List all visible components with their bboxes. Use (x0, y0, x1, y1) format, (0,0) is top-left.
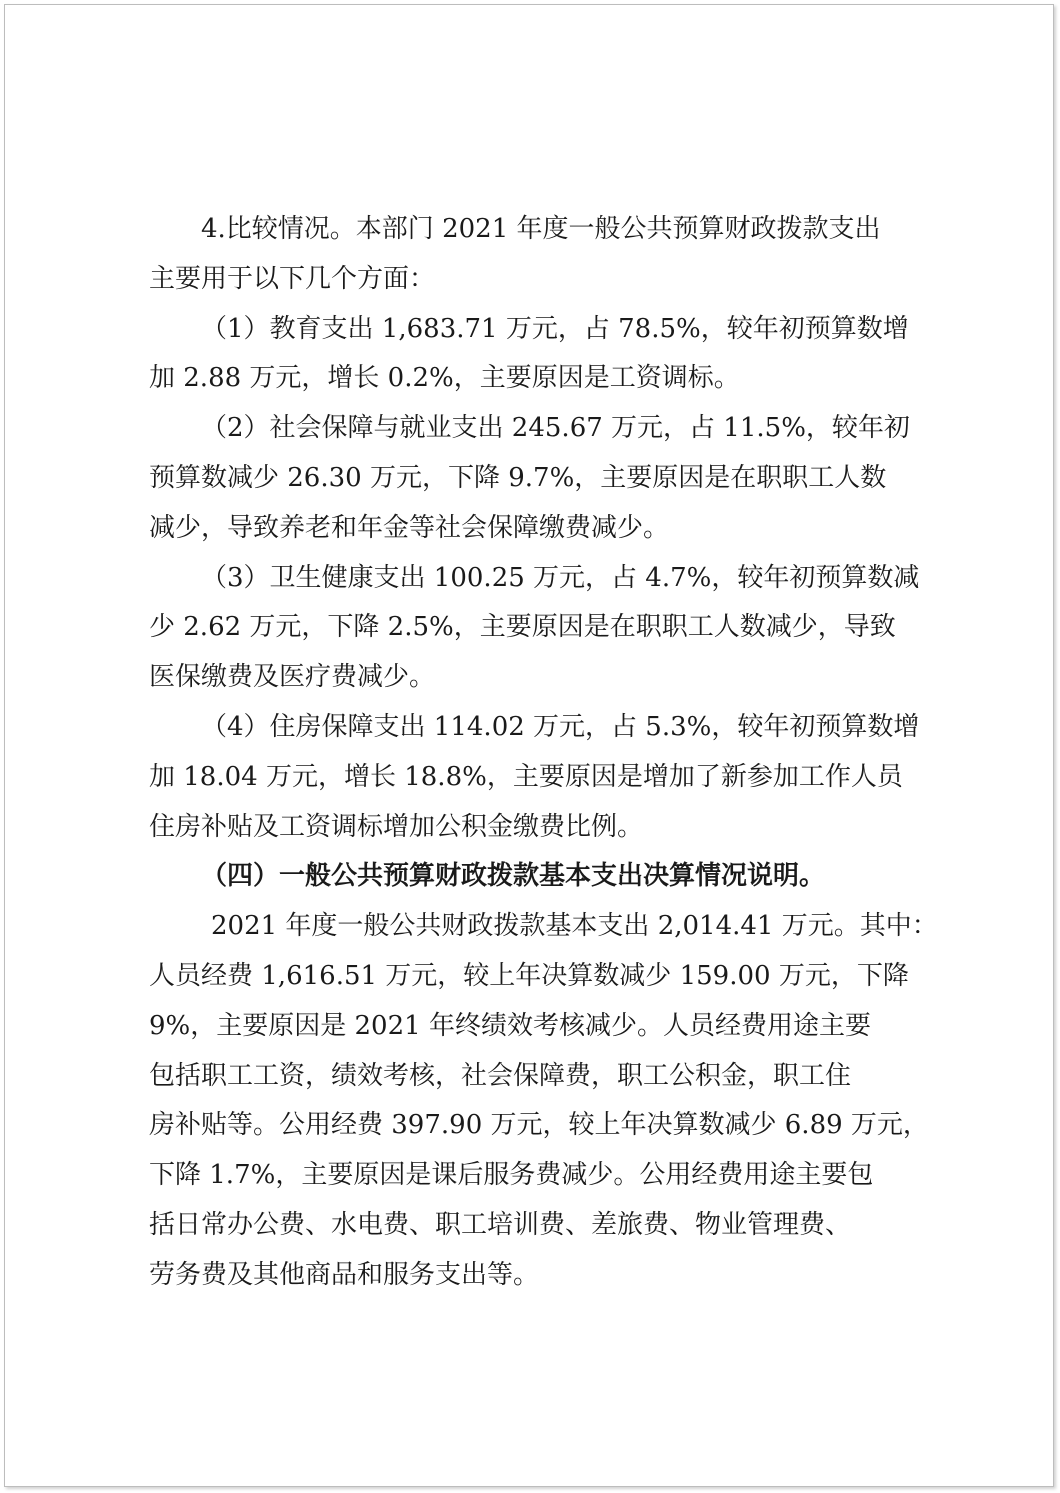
text-line: （2）社会保障与就业支出 245.67 万元，占 11.5%，较年初 (201, 413, 910, 444)
text-line: 房补贴等。公用经费 397.90 万元，较上年决算数减少 6.89 万元， (149, 1110, 929, 1141)
paragraph-item-3-health (149, 554, 939, 703)
text-line: 括日常办公费、水电费、职工培训费、差旅费、物业管理费、 (149, 1209, 852, 1240)
text-line: 包括职工工资，绩效考核，社会保障费，职工公积金，职工住 (149, 1060, 852, 1091)
text-line: 9%，主要原因是 2021 年终绩效考核减少。人员经费用途主要 (149, 1010, 871, 1041)
text-line: （1）教育支出 1,683.71 万元，占 78.5%，较年初预算数增 (201, 313, 909, 344)
text-line: 少 2.62 万元，下降 2.5%，主要原因是在职职工人数减少，导致 (149, 612, 896, 643)
text-line: （3）卫生健康支出 100.25 万元，占 4.7%，较年初预算数减 (201, 562, 920, 593)
text-line: 加 2.88 万元，增长 0.2%，主要原因是工资调标。 (149, 363, 740, 394)
text-line: 劳务费及其他商品和服务支出等。 (149, 1259, 540, 1290)
paragraph-comparison-intro (149, 205, 939, 305)
text-line: 住房补贴及工资调标增加公积金缴费比例。 (149, 811, 644, 842)
text-line: 下降 1.7%，主要原因是课后服务费减少。公用经费用途主要包 (149, 1160, 874, 1191)
text-line: 2021 年度一般公共财政拨款基本支出 2,014.41 万元。其中： (211, 911, 938, 942)
section-heading (149, 852, 939, 902)
text-line: 4.比较情况。本部门 2021 年度一般公共预算财政拨款支出 (201, 214, 881, 244)
section-heading-text: （四）一般公共预算财政拨款基本支出决算情况说明。 (201, 861, 826, 892)
text-line: 人员经费 1,616.51 万元，较上年决算数减少 159.00 万元，下降 (149, 960, 909, 991)
paragraph-item-2-social-security (149, 404, 939, 553)
text-line: 减少，导致养老和年金等社会保障缴费减少。 (149, 512, 670, 543)
text-line: 医保缴费及医疗费减少。 (149, 662, 436, 693)
text-line: 预算数减少 26.30 万元，下降 9.7%，主要原因是在职职工人数 (149, 462, 887, 493)
document-body (149, 205, 939, 1301)
document-page (4, 4, 1054, 1487)
paragraph-basic-expenditure (149, 902, 939, 1300)
paragraph-item-4-housing (149, 703, 939, 852)
text-line: （4）住房保障支出 114.02 万元，占 5.3%，较年初预算数增 (201, 711, 920, 742)
text-line: 主要用于以下几个方面： (149, 263, 436, 294)
text-line: 加 18.04 万元，增长 18.8%，主要原因是增加了新参加工作人员 (149, 761, 903, 792)
paragraph-item-1-education (149, 305, 939, 405)
